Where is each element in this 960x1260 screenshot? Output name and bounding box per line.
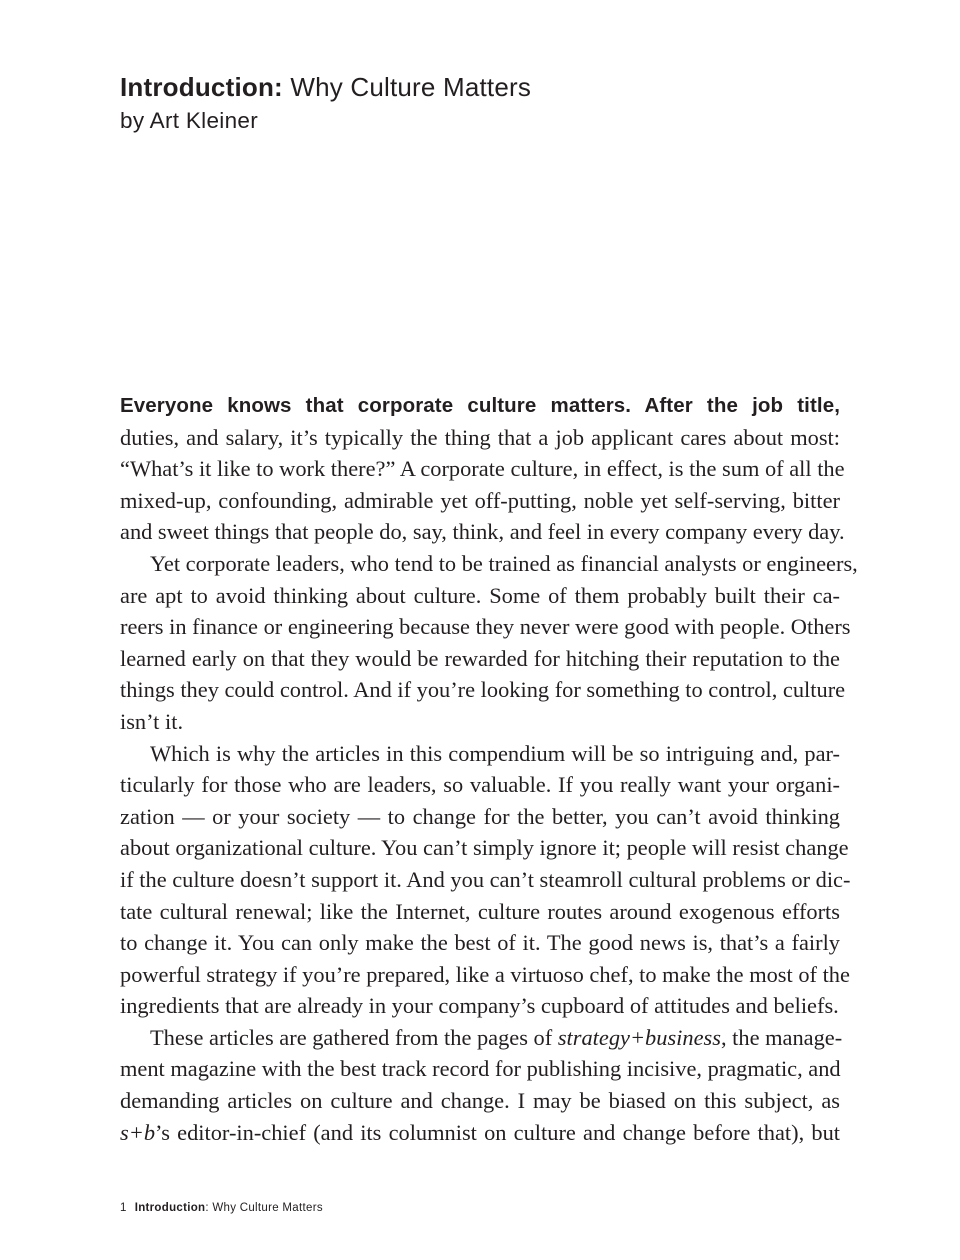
chapter-title-label: Introduction: — [120, 72, 283, 102]
italic-text: s+b — [120, 1119, 156, 1145]
text-line — [120, 1022, 843, 1054]
page-number: 1 — [120, 1202, 127, 1214]
text-segment: ’s editor-in-chief (and its columnist on culture and change before that), but — [155, 1119, 840, 1145]
italic-text: strategy+business — [557, 1024, 721, 1050]
text-line — [120, 1117, 840, 1149]
text-line: Yet corporate leaders, who tend to be trained as financial analysts or engineers, — [150, 550, 858, 576]
lead-sentence: Everyone knows that corporate culture matters. After the job title, — [120, 394, 840, 417]
text-line: tate cultural renewal; like the Internet, culture routes around exogenous efforts — [120, 898, 840, 924]
text-line: ingredients that are already in your company’s cupboard of attitudes and beliefs. — [120, 993, 839, 1019]
text-line: isn’t it. — [120, 708, 184, 734]
text-segment: , the manage- — [720, 1024, 843, 1050]
body-text — [120, 390, 858, 1148]
text-line: are apt to avoid thinking about culture. Some of them probably built their ca- — [120, 582, 840, 608]
footer-section-title: : Why Culture Matters — [205, 1202, 323, 1214]
text-line: zation — or your society — to change for the better, you can’t avoid thinking — [120, 803, 840, 829]
text-line: ticularly for those who are leaders, so valuable. If you really want your organi- — [120, 772, 840, 798]
text-line: to change it. You can only make the best of it. The good news is, that’s a fairly — [120, 930, 840, 956]
footer-section-label: Introduction — [134, 1202, 206, 1214]
text-line: demanding articles on culture and change. I may be biased on this subject, as — [120, 1088, 840, 1114]
author-byline: by Art Kleiner — [120, 108, 259, 133]
page-footer — [120, 1200, 323, 1216]
text-line: things they could control. And if you’re looking for something to control, culture — [120, 677, 846, 703]
text-line: Which is why the articles in this compendium will be so intriguing and, par- — [150, 740, 840, 766]
text-line: duties, and salary, it’s typically the thing that a job applicant cares about most: — [120, 424, 840, 450]
text-line: ment magazine with the best track record for publishing incisive, pragmatic, and — [120, 1056, 841, 1082]
text-line: “What’s it like to work there?” A corporate culture, in effect, is the sum of all the — [120, 456, 845, 482]
chapter-title-text: Why Culture Matters — [282, 72, 532, 102]
text-line: and sweet things that people do, say, think, and feel in every company every day. — [120, 519, 845, 545]
chapter-title — [120, 70, 531, 104]
text-line: reers in finance or engineering because they never were good with people. Others — [120, 614, 851, 640]
text-line: if the culture doesn’t support it. And you can’t steamroll cultural problems or dic- — [120, 866, 851, 892]
text-segment: These articles are gathered from the pages of — [150, 1024, 558, 1050]
text-line: mixed-up, confounding, admirable yet off-putting, noble yet self-serving, bitter — [120, 487, 840, 513]
text-line: powerful strategy if you’re prepared, like a virtuoso chef, to make the most of the — [120, 961, 850, 987]
text-line: about organizational culture. You can’t simply ignore it; people will resist change — [120, 835, 849, 861]
text-line: learned early on that they would be rewarded for hitching their reputation to the — [120, 645, 840, 671]
